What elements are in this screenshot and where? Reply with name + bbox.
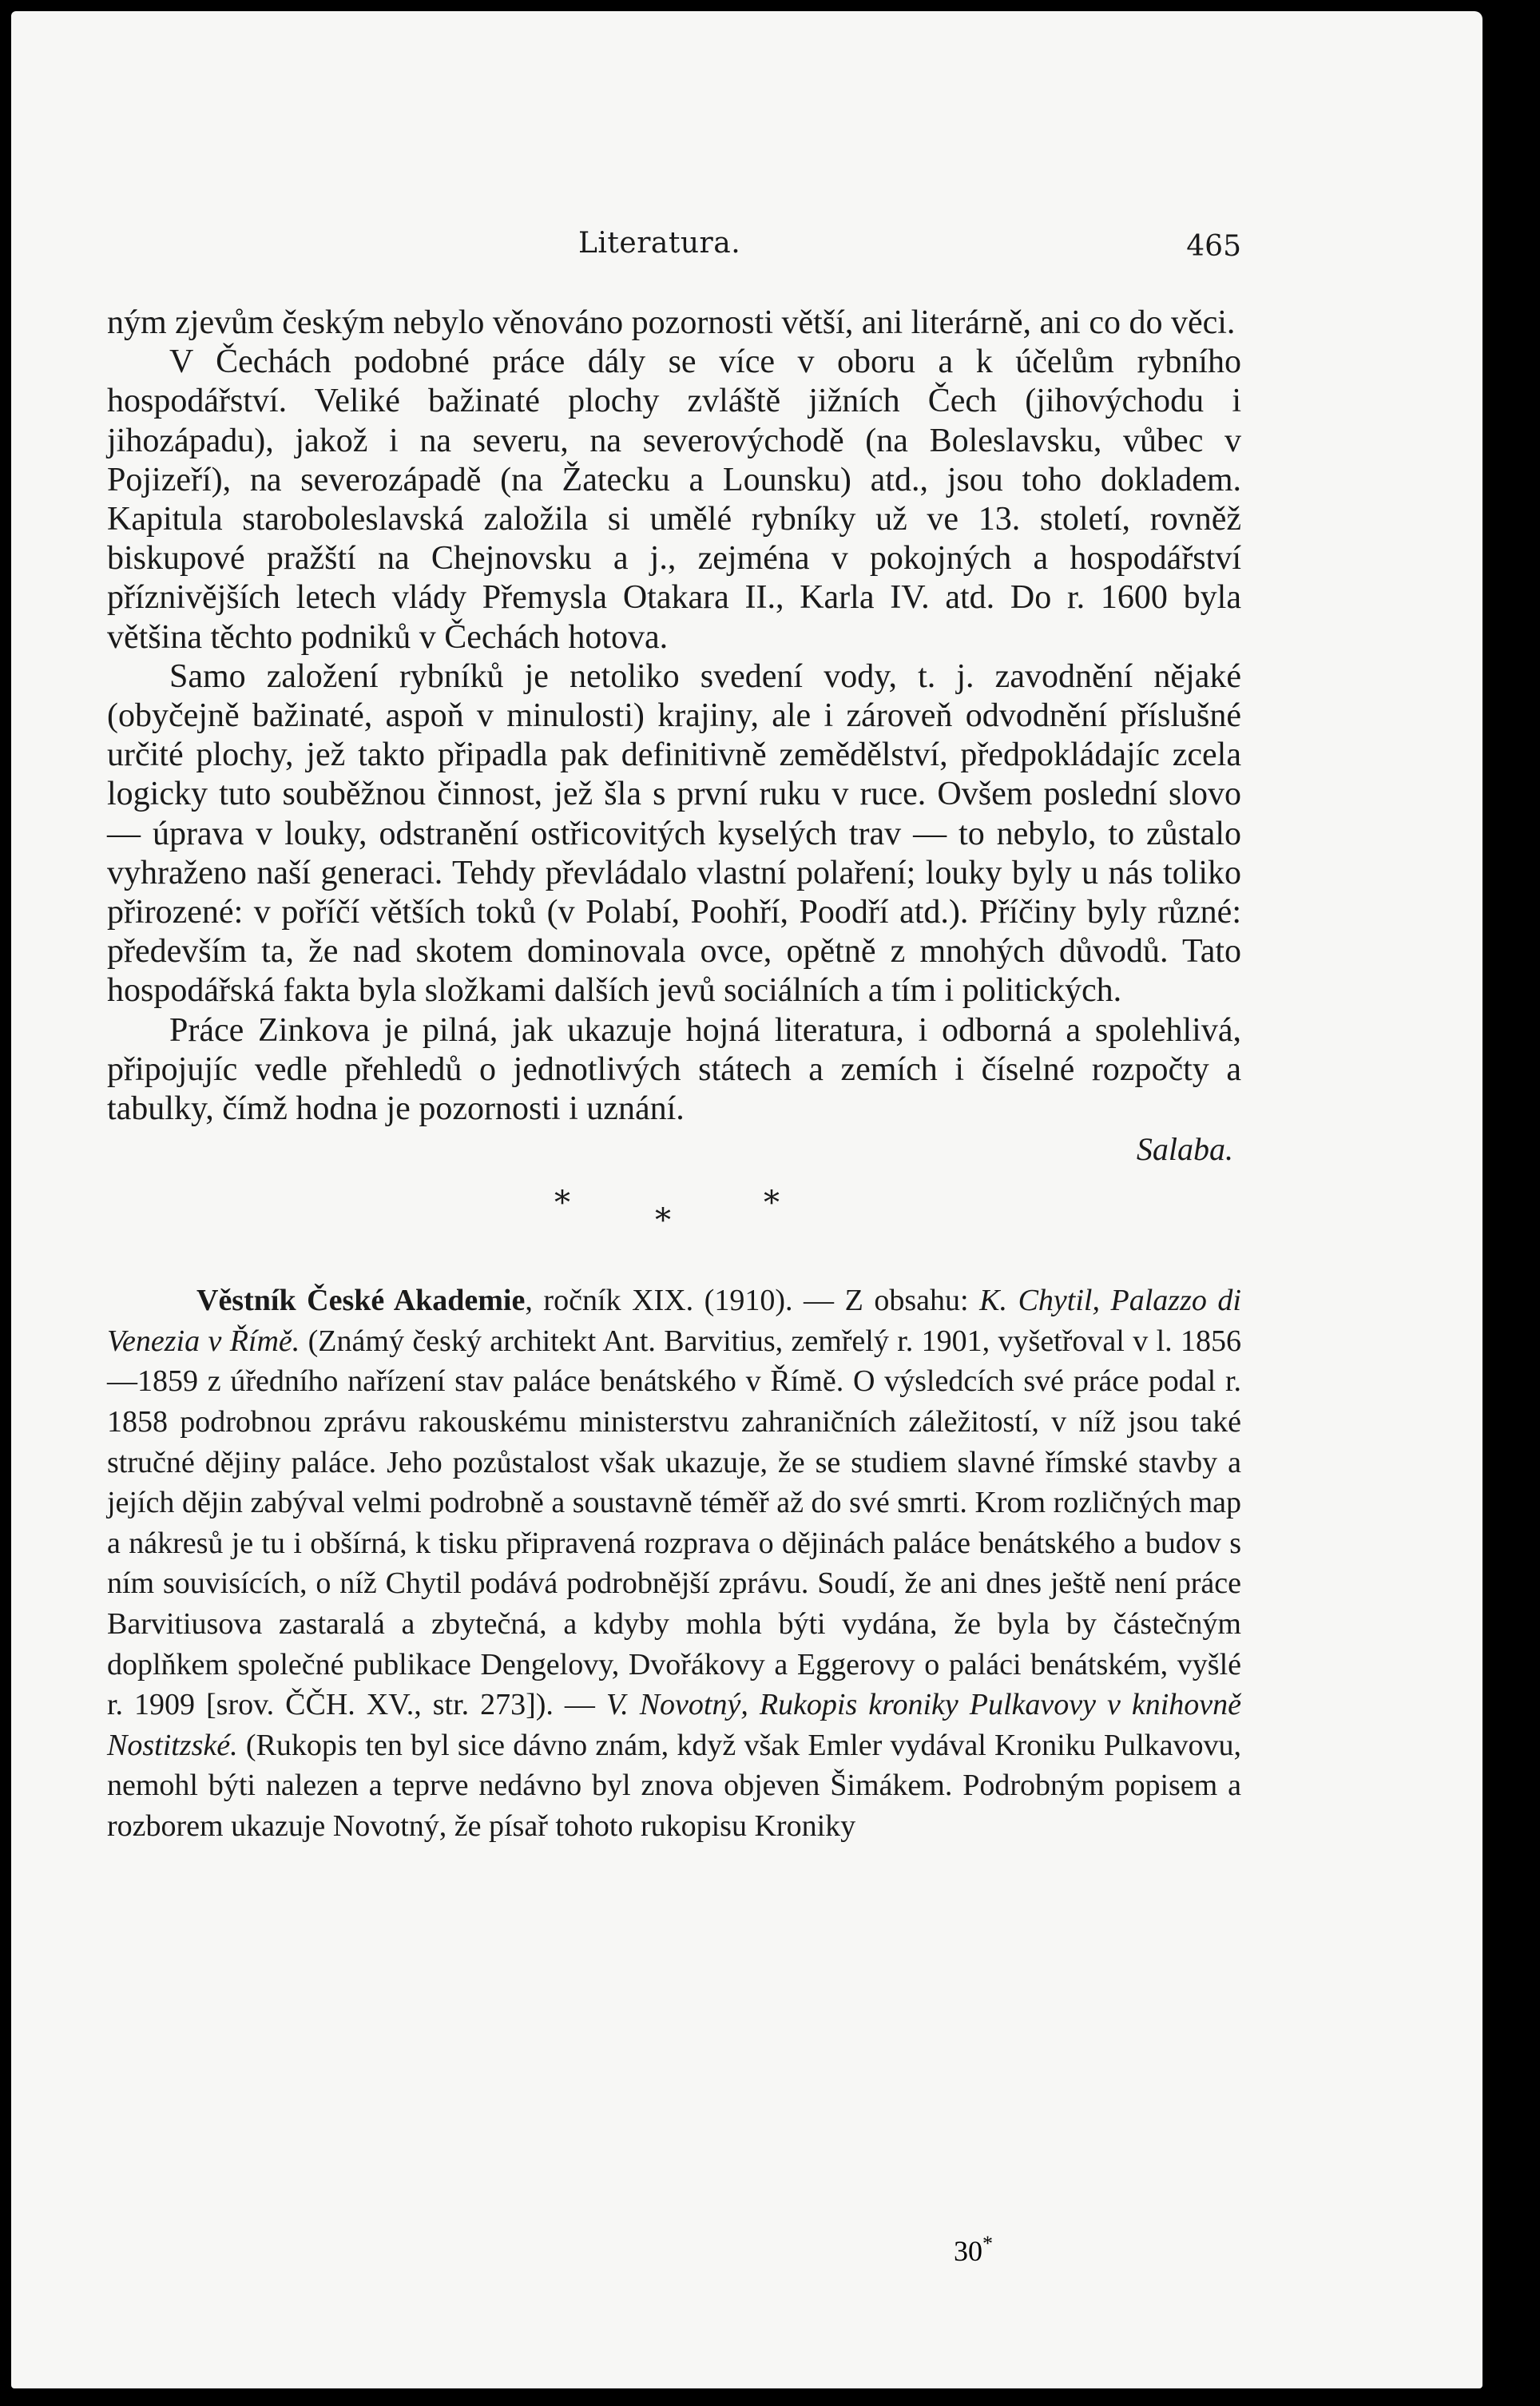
- page-content: [107, 227, 1241, 1847]
- article-chytil: K. Chytil, Palazzo di Venezia v Římě.: [107, 1284, 1241, 1358]
- paragraph-continuation: ným zjevům českým nebylo věnováno pozornosti větší, ani literárně, ani co do věci.: [107, 304, 1236, 341]
- document-page: [11, 11, 1482, 2388]
- page-number: 465: [1186, 230, 1241, 263]
- asterism-3: *: [764, 1185, 780, 1222]
- asterism-2: *: [655, 1202, 671, 1240]
- paragraph-conclusion: Práce Zinkova je pilná, jak ukazuje hojná literatura, i odborná a spolehlivá, připojujíc vedle přehledů o jednotlivých státech a zemích i číselné rozpočty a tabulky, čímž hodna je pozornosti i uznání.: [107, 1011, 1241, 1128]
- journal-title: Věstník České Akademie: [196, 1284, 526, 1318]
- asterism-1: *: [554, 1185, 570, 1222]
- section-divider: [107, 1185, 1241, 1257]
- sheet-signature-mark: [954, 2232, 993, 2268]
- sheet-number: 30: [954, 2235, 982, 2267]
- journal-volume: , ročník XIX. (1910). — Z obsahu:: [525, 1284, 980, 1318]
- paragraph-drainage: Samo založení rybníků je netoliko svedení vody, t. j. zavodnění nějaké (obyčejně bažinaté, aspoň v minulosti) krajiny, ale i zároveň odvodnění příslušné určité plochy, jež takto připadla pak definitivně zemědělství, předpokládajíc zcela logicky tuto souběžnou činnost, jež šla s první ruku v ruce. Ovšem poslední slovo — úprava v louky, odstranění ostřicovitých kyselých trav — to nebylo, to zůstalo vyhraženo naší generaci. Tehdy převládalo vlastní polaření; louky byly u nás toliko přirozené: v poříčí větších toků (v Polabí, Poohří, Poodří atd.). Příčiny byly různé: především ta, že nad skotem dominovala ovce, opětně z mnohých důvodů. Tato hospodářská fakta byla složkami dalších jevů sociálních a tím i politických.: [107, 657, 1241, 1010]
- article-novotny-summary: (Rukopis ten byl sice dávno znám, když však Emler vydával Kroniku Pulkavovu, nemohl býti nalezen a teprve nedávno byl znova objeven Šimákem. Podrobným popisem a rozborem ukazuje Novotný, že písař tohoto rukopisu Kroniky: [107, 1728, 1241, 1843]
- paragraph-fishponds: V Čechách podobné práce dály se více v oboru a k účelům rybního hospodářství. Veliké bažinaté plochy zvláště jižních Čech (jihovýchodu i jihozápadu), jakož i na severu, na severovýchodě (na Boleslavsku, vůbec v Pojizeří), na severozápadě (na Žatecku a Lounsku) atd., jsou toho dokladem. Kapitula staroboleslavská založila si umělé rybníky už ve 13. století, rovněž biskupové pražští na Chejnovsku a j., zejména v pokojných a hospodářství příznivějších letech vlády Přemysla Otakara II., Karla IV. atd. Do r. 1600 byla většina těchto podniků v Čechách hotova.: [107, 343, 1241, 656]
- article-novotny: V. Novotný, Rukopis kroniky Pulkavovy v knihovně Nostitzské.: [107, 1688, 1241, 1762]
- running-head: Literatura.: [578, 227, 741, 260]
- page-header: [107, 227, 1241, 275]
- review-signature: Salaba.: [1136, 1131, 1233, 1168]
- article-chytil-summary: (Známý český architekt Ant. Barvitius, zemřelý r. 1901, vyšetřoval v l. 1856—1859 z úředního nařízení stav paláce benátského v Římě. O výsledcích své práce podal r. 1858 podrobnou zprávu rakouskému ministerstvu zahraničních záležitostí, v níž jsou také stručné dějiny paláce. Jeho pozůstalost však ukazuje, že se studiem slavné římské stavby a jejích dějin zabýval velmi podrobně a soustavně téměř až do své smrti. Krom rozličných map a nákresů je tu i obšírná, k tisku připravená rozprava o dějinách paláce benátského a budov s ním souvisících, o níž Chytil podává podrobnější zprávu. Soudí, že ani dnes ještě není práce Barvitiusova zastaralá a zbytečná, a kdyby mohla býti vydána, že byla by částečným doplňkem společné publikace Dengelovy, Dvořákovy a Eggerovy o paláci benátském, vyšlé r. 1909 [srov. ČČH. XV., str. 273]). —: [107, 1324, 1241, 1722]
- journal-notice: [107, 1280, 1241, 1846]
- sheet-star: *: [982, 2232, 993, 2255]
